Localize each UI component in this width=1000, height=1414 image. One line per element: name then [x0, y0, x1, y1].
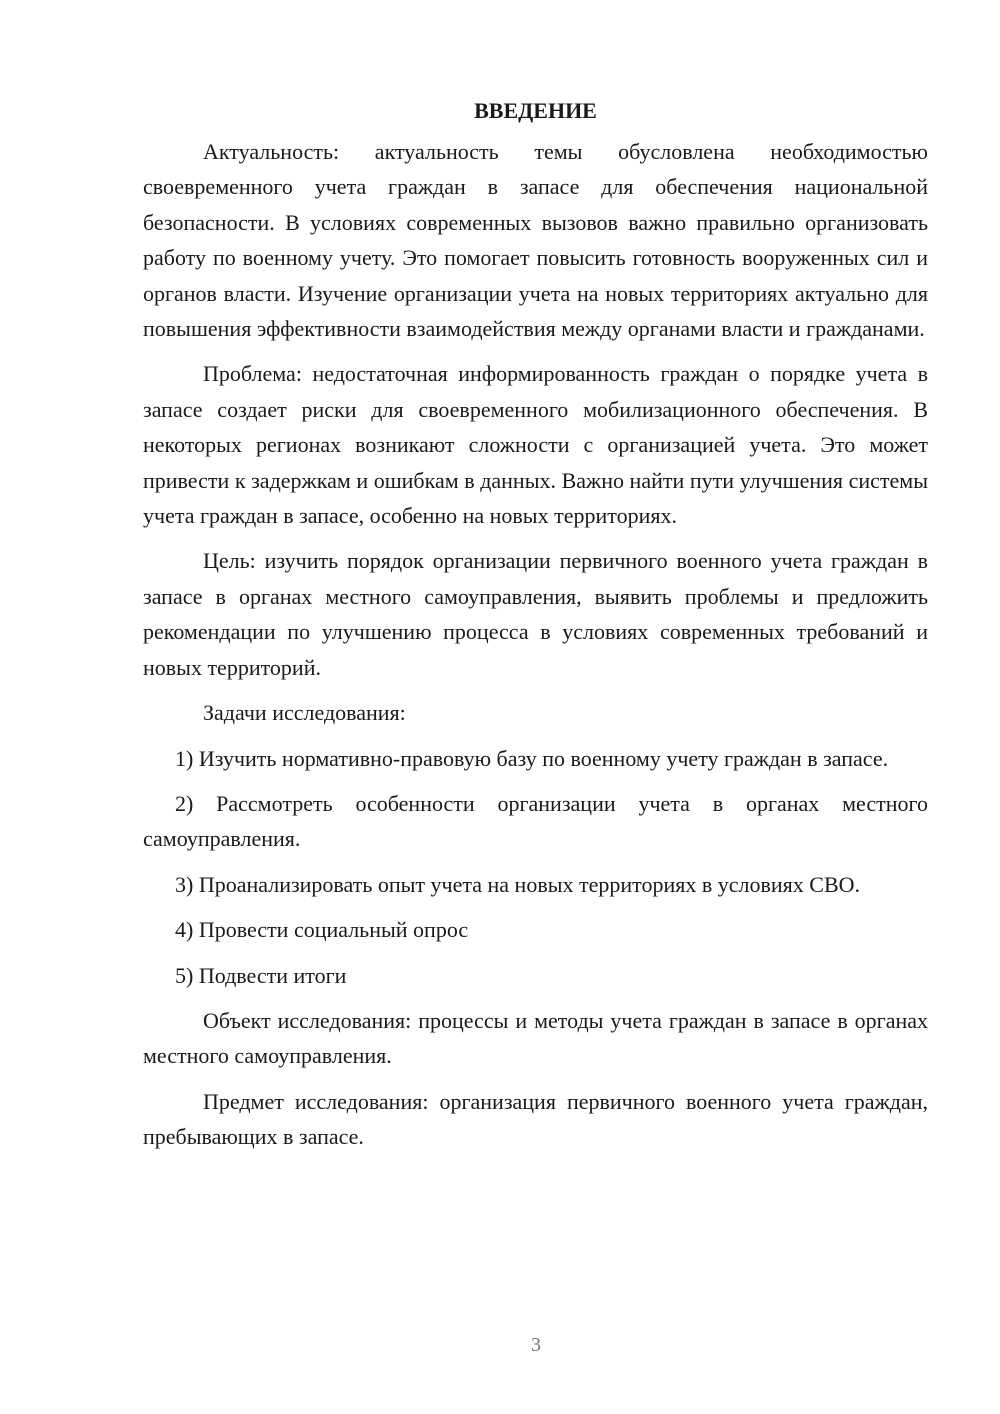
document-page: [143, 96, 928, 1165]
section-title: ВВЕДЕНИЕ: [474, 98, 597, 123]
task-item-4: 4) Провести социальный опрос: [175, 917, 469, 943]
page-number: 3: [531, 1334, 541, 1356]
task-item-5: 5) Подвести итоги: [175, 962, 347, 988]
paragraph-object: Объект исследования: процессы и методы учета граждан в запасе в органах местного самоуправления.: [143, 1007, 928, 1069]
paragraph-goal: Цель: изучить порядок организации первичного военного учета граждан в запасе в органах местного самоуправления, выявить проблемы и предложить рекомендации по улучшению процесса в условиях современных требований и новых территорий.: [143, 548, 928, 680]
task-item-1: 1) Изучить нормативно-правовую базу по военному учету граждан в запасе.: [175, 745, 889, 771]
tasks-heading: Задачи исследования:: [203, 700, 406, 726]
paragraph-subject: Предмет исследования: организация первичного военного учета граждан, пребывающих в запасе.: [143, 1088, 928, 1150]
paragraph-relevance: Актуальность: актуальность темы обусловлена необходимостью своевременного учета граждан в запасе для обеспечения национальной безопасности. В условиях современных вызовов важно правильно организовать работу по военному учету. Это помогает повысить готовность вооруженных сил и органов власти. Изучение организации учета на новых территориях актуально для повышения эффективности взаимодействия между органами власти и гражданами.: [143, 139, 928, 342]
task-item-3: 3) Проанализировать опыт учета на новых территориях в условиях СВО.: [175, 871, 861, 897]
paragraph-problem: Проблема: недостаточная информированность граждан о порядке учета в запасе создает риски для своевременного мобилизационного обеспечения. В некоторых регионах возникают сложности с организацией учета. Это может привести к задержкам и ошибкам в данных. Важно найти пути улучшения системы учета граждан в запасе, особенно на новых территориях.: [143, 361, 928, 529]
task-item-2: 2) Рассмотреть особенности организации учета в органах местного самоуправления.: [143, 790, 928, 852]
